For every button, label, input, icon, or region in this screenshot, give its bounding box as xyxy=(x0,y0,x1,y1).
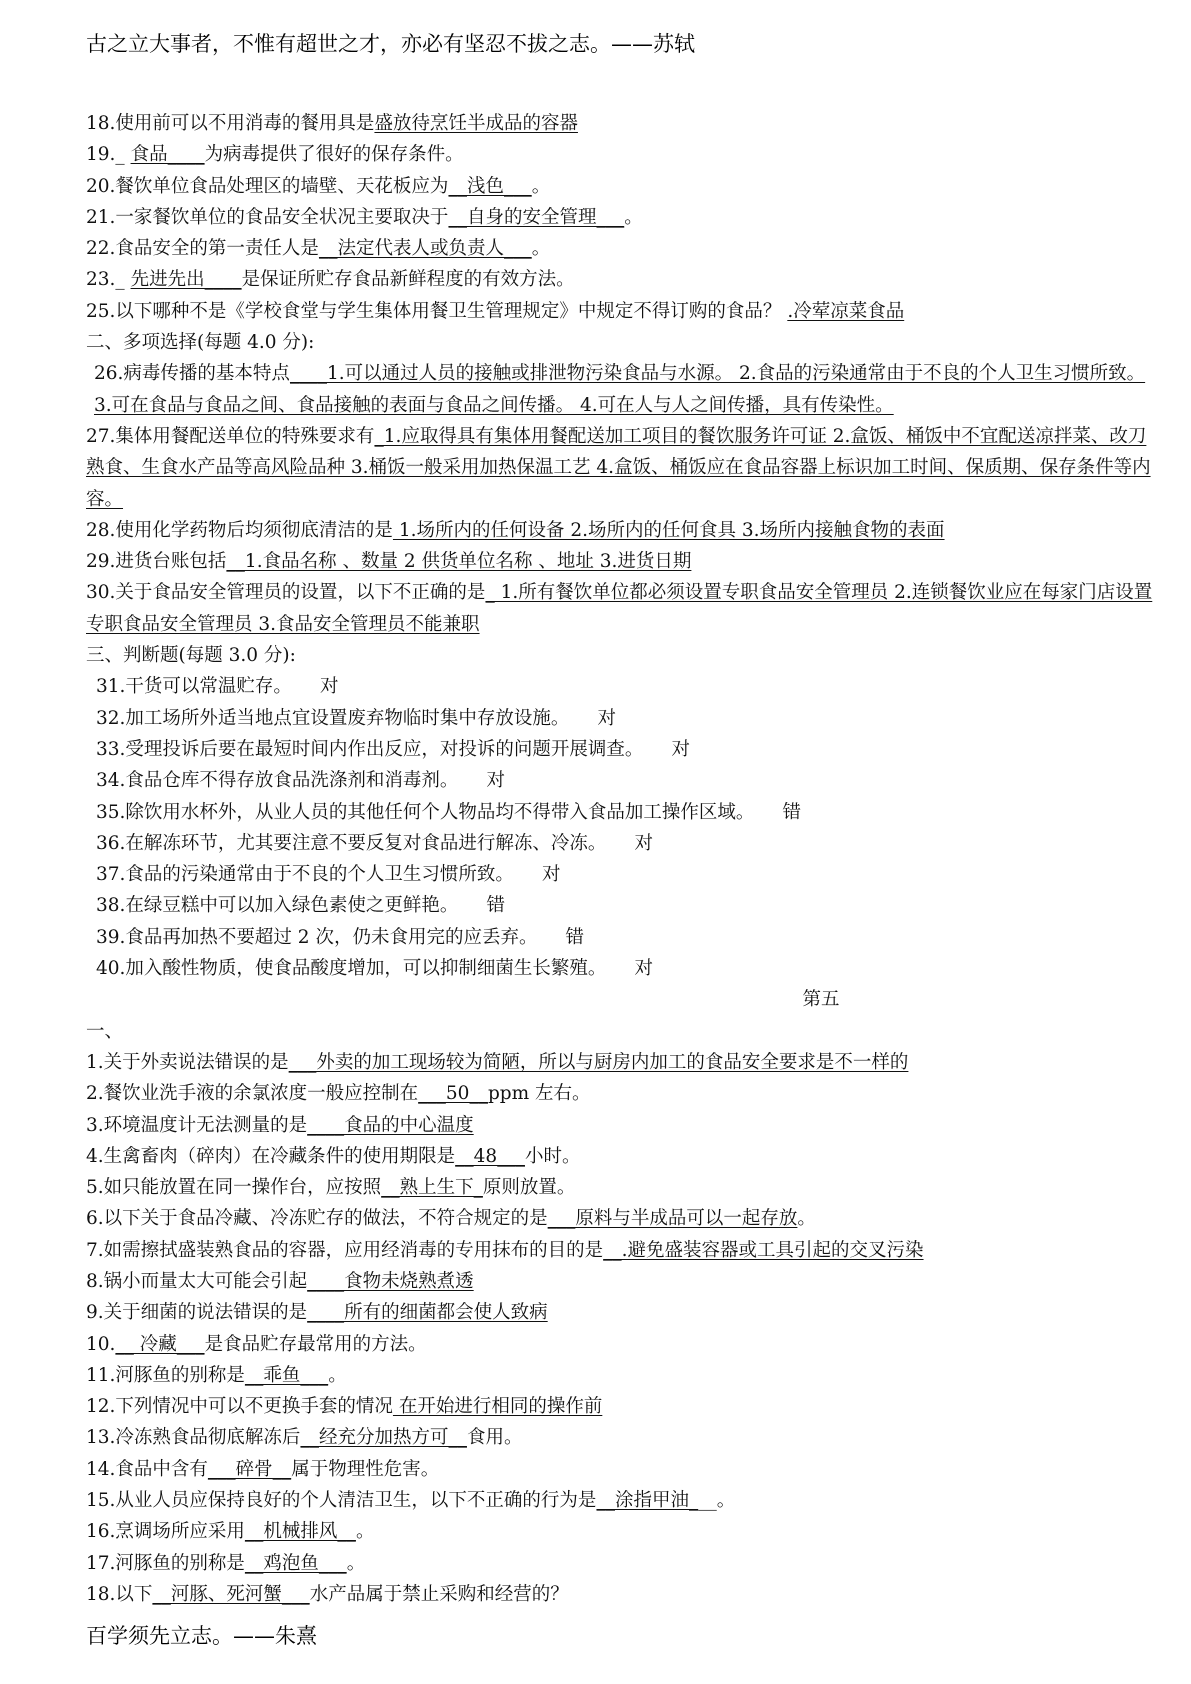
part5-question-18: 18.以下__河豚、死河蟹___水产品属于禁止采购和经营的？ xyxy=(86,1583,569,1605)
judgment-answer: 对 xyxy=(319,676,339,698)
answer: __ 冷藏___ xyxy=(115,1333,205,1355)
judgment-39: 39.食品再加热不要超过 2 次，仍未食用完的应丢弃。 错 xyxy=(86,922,1156,953)
part5-question-9: 9.关于细菌的说法错误的是____所有的细菌都会使人致病 xyxy=(86,1302,548,1324)
judgment-34: 34.食品仓库不得存放食品洗涤剂和消毒剂。 对 xyxy=(86,765,1156,796)
section-title-true-false: 三、判断题(每题 3.0 分): xyxy=(86,645,296,667)
part5-question-4: 4.生禽畜肉（碎肉）在冷藏条件的使用期限是__48___小时。 xyxy=(86,1145,581,1167)
judgment-35: 35.除饮用水杯外，从业人员的其他任何个人物品均不得带入食品加工操作区域。 错 xyxy=(86,797,1156,828)
part5-question-8: 8.锅小而量太大可能会引起____食物未烧熟煮透 xyxy=(86,1270,474,1292)
judgment-40: 40.加入酸性物质，使食品酸度增加，可以抑制细菌生长繁殖。 对 xyxy=(86,953,1156,984)
answer: __熟上生下_ xyxy=(381,1177,483,1199)
part5-question-7: 7.如需擦拭盛装熟食品的容器，应用经消毒的专用抹布的目的是__.避免盛装容器或工具引起的交叉污染 xyxy=(86,1239,924,1261)
judgment-answer: 对 xyxy=(634,832,653,854)
answer: __浅色___ xyxy=(448,175,532,197)
question-23: 23._ 先进先出____是保证所贮存食品新鲜程度的有效方法。 xyxy=(86,269,575,291)
judgment-answer: 对 xyxy=(634,958,653,980)
question-29: 29.进货台账包括__1.食品名称 、数量 2 供货单位名称 、地址 3.进货日期 xyxy=(86,551,692,573)
answer: ____食物未烧熟煮透 xyxy=(307,1270,474,1292)
answer: __经充分加热方可__ xyxy=(300,1427,467,1449)
answer: __1.食品名称 、数量 2 供货单位名称 、地址 3.进货日期 xyxy=(226,551,692,573)
answer: __鸡泡鱼___ xyxy=(244,1552,347,1574)
judgment-31: 31.干货可以常温贮存。 对 xyxy=(86,671,1156,702)
part5-question-2: 2.餐饮业洗手液的余氯浓度一般应控制在___50__ppm 左右。 xyxy=(86,1083,591,1105)
answer: __.避免盛装容器或工具引起的交叉污染 xyxy=(603,1239,924,1261)
answer: 先进先出____ xyxy=(130,269,242,291)
question-20: 20.餐饮单位食品处理区的墙壁、天花板应为__浅色___。 xyxy=(86,175,551,197)
answer: .冷荤凉菜食品 xyxy=(787,300,905,322)
part5-question-6: 6.以下关于食品冷藏、冷冻贮存的做法，不符合规定的是___原料与半成品可以一起存放。 xyxy=(86,1208,816,1230)
part5-question-5: 5.如只能放置在同一操作台，应按照__熟上生下_原则放置。 xyxy=(86,1177,576,1199)
answer: 在开始进行相同的操作前 xyxy=(392,1396,603,1418)
judgment-33: 33.受理投诉后要在最短时间内作出反应，对投诉的问题开展调查。 对 xyxy=(86,734,1156,765)
answer: __河豚、死河蟹___ xyxy=(152,1583,310,1605)
part5-question-15: 15.从业人员应保持良好的个人清洁卫生，以下不正确的行为是__涂指甲油___。 xyxy=(86,1490,736,1512)
judgment-answer: 对 xyxy=(671,738,690,760)
part5-question-11: 11.河豚鱼的别称是__乖鱼___。 xyxy=(86,1364,347,1386)
answer: 食品____ xyxy=(130,144,205,166)
question-21: 21.一家餐饮单位的食品安全状况主要取决于__自身的安全管理___。 xyxy=(86,206,643,228)
judgment-answer: 对 xyxy=(541,864,561,886)
answer: ____1.可以通过人员的接触或排泄物污染食品与水源。 2.食品的污染通常由于不良的个人卫生习惯所致。 3.可在食品与食品之间、食品接触的表面与食品之间传播。 4.可在人与人之间传播，具有传染性。 xyxy=(94,363,1146,416)
part5-question-16: 16.烹调场所应采用__机械排风__。 xyxy=(86,1521,375,1543)
answer: __机械排风__ xyxy=(244,1521,356,1543)
judgment-answer: 对 xyxy=(486,770,505,792)
answer: ___50__ xyxy=(418,1083,488,1105)
judgment-32: 32.加工场所外适当地点宜设置废弃物临时集中存放设施。 对 xyxy=(86,703,1156,734)
judgment-answer: 错 xyxy=(782,801,801,823)
question-28: 28.使用化学药物后均须彻底清洁的是 1.场所内的任何设备 2.场所内的任何食具 3.场所内接触食物的表面 xyxy=(86,519,945,541)
judgment-38: 38.在绿豆糕中可以加入绿色素使之更鲜艳。 错 xyxy=(86,890,1156,921)
section-title-multiple-choice: 二、多项选择(每题 4.0 分): xyxy=(86,332,315,354)
answer: __乖鱼___ xyxy=(244,1364,329,1386)
judgment-answer: 错 xyxy=(565,926,584,948)
footer-quote: 百学须先立志。——朱熹 xyxy=(86,1624,317,1648)
judgment-answer: 错 xyxy=(486,895,505,917)
answer: __涂指甲油_ xyxy=(596,1490,699,1512)
part-five-section-one: 一、 xyxy=(86,1020,124,1042)
part5-question-13: 13.冷冻熟食品彻底解冻后__经充分加热方可__食用。 xyxy=(86,1427,523,1449)
answer: __48___ xyxy=(455,1145,525,1167)
question-22: 22.食品安全的第一责任人是__法定代表人或负责人___。 xyxy=(86,238,551,260)
answer: _ 1.所有餐饮单位都必须设置专职食品安全管理员 2.连锁餐饮业应在每家门店设置专职食品安全管理员 3.食品安全管理员不能兼职 xyxy=(86,582,1153,635)
question-18: 18.使用前可以不用消毒的餐用具是盛放待烹饪半成品的容器 xyxy=(86,113,578,134)
judgment-36: 36.在解冻环节，尤其要注意不要反复对食品进行解冻、冷冻。 对 xyxy=(86,828,1156,859)
answer: __法定代表人或负责人___ xyxy=(318,238,532,260)
document-body xyxy=(86,108,1156,1610)
part5-question-14: 14.食品中含有___碎骨__属于物理性危害。 xyxy=(86,1458,440,1480)
question-25: 25.以下哪种不是《学校食堂与学生集体用餐卫生管理规定》中规定不得订购的食品？ .冷荤凉菜食品 xyxy=(86,300,905,322)
answer: 盛放待烹饪半成品的容器 xyxy=(374,113,578,134)
answer: ____食品的中心温度 xyxy=(307,1114,474,1136)
answer: ___外卖的加工现场较为简陋，所以与厨房内加工的食品安全要求是不一样的 xyxy=(288,1051,909,1073)
part-five-title: 第五 xyxy=(802,989,840,1011)
part5-question-1: 1.关于外卖说法错误的是___外卖的加工现场较为简陋，所以与厨房内加工的食品安全要求是不一样的 xyxy=(86,1051,909,1073)
answer: _1.应取得具有集体用餐配送加工项目的餐饮服务许可证 2.盒饭、桶饭中不宜配送凉拌菜、改刀熟食、生食水产品等高风险品种 3.桶饭一般采用加热保温工艺 4.盒饭、桶饭应在食品容器上标识加工时间、保质期、保存条件等内容。 xyxy=(86,425,1151,510)
judgment-37: 37.食品的污染通常由于不良的个人卫生习惯所致。 对 xyxy=(86,859,1156,890)
part5-question-17: 17.河豚鱼的别称是__鸡泡鱼___。 xyxy=(86,1552,366,1574)
answer: ___原料与半成品可以一起存放 xyxy=(547,1208,798,1230)
question-30: 30.关于食品安全管理员的设置，以下不正确的是_ 1.所有餐饮单位都必须设置专职食品安全管理员 2.连锁餐饮业应在每家门店设置专职食品安全管理员 3.食品安全管理员不能兼职 xyxy=(86,582,1153,635)
answer: ___碎骨__ xyxy=(207,1458,292,1480)
answer: ____所有的细菌都会使人致病 xyxy=(307,1302,548,1324)
question-27: 27.集体用餐配送单位的特殊要求有_1.应取得具有集体用餐配送加工项目的餐饮服务许可证 2.盒饭、桶饭中不宜配送凉拌菜、改刀熟食、生食水产品等高风险品种 3.桶饭一般采用加热保温工艺 4.盒饭、桶饭应在食品容器上标识加工时间、保质期、保存条件等内容。 xyxy=(86,425,1151,510)
header-quote: 古之立大事者，不惟有超世之才，亦必有坚忍不拔之志。——苏轼 xyxy=(86,32,695,56)
judgment-answer: 对 xyxy=(597,707,616,729)
answer: 1.场所内的任何设备 2.场所内的任何食具 3.场所内接触食物的表面 xyxy=(392,519,945,541)
question-26: 26.病毒传播的基本特点____1.可以通过人员的接触或排泄物污染食品与水源。 2.食品的污染通常由于不良的个人卫生习惯所致。 3.可在食品与食品之间、食品接触的表面与食品之间传播。 4.可在人与人之间传播，具有传染性。 xyxy=(94,363,1146,416)
answer: __自身的安全管理___ xyxy=(448,206,625,228)
part5-question-12: 12.下列情况中可以不更换手套的情况 在开始进行相同的操作前 xyxy=(86,1396,603,1418)
question-19: 19._ 食品____为病毒提供了很好的保存条件。 xyxy=(86,144,464,166)
part5-question-3: 3.环境温度计无法测量的是____食品的中心温度 xyxy=(86,1114,474,1136)
part5-question-10: 10.__ 冷藏___是食品贮存最常用的方法。 xyxy=(86,1333,427,1355)
